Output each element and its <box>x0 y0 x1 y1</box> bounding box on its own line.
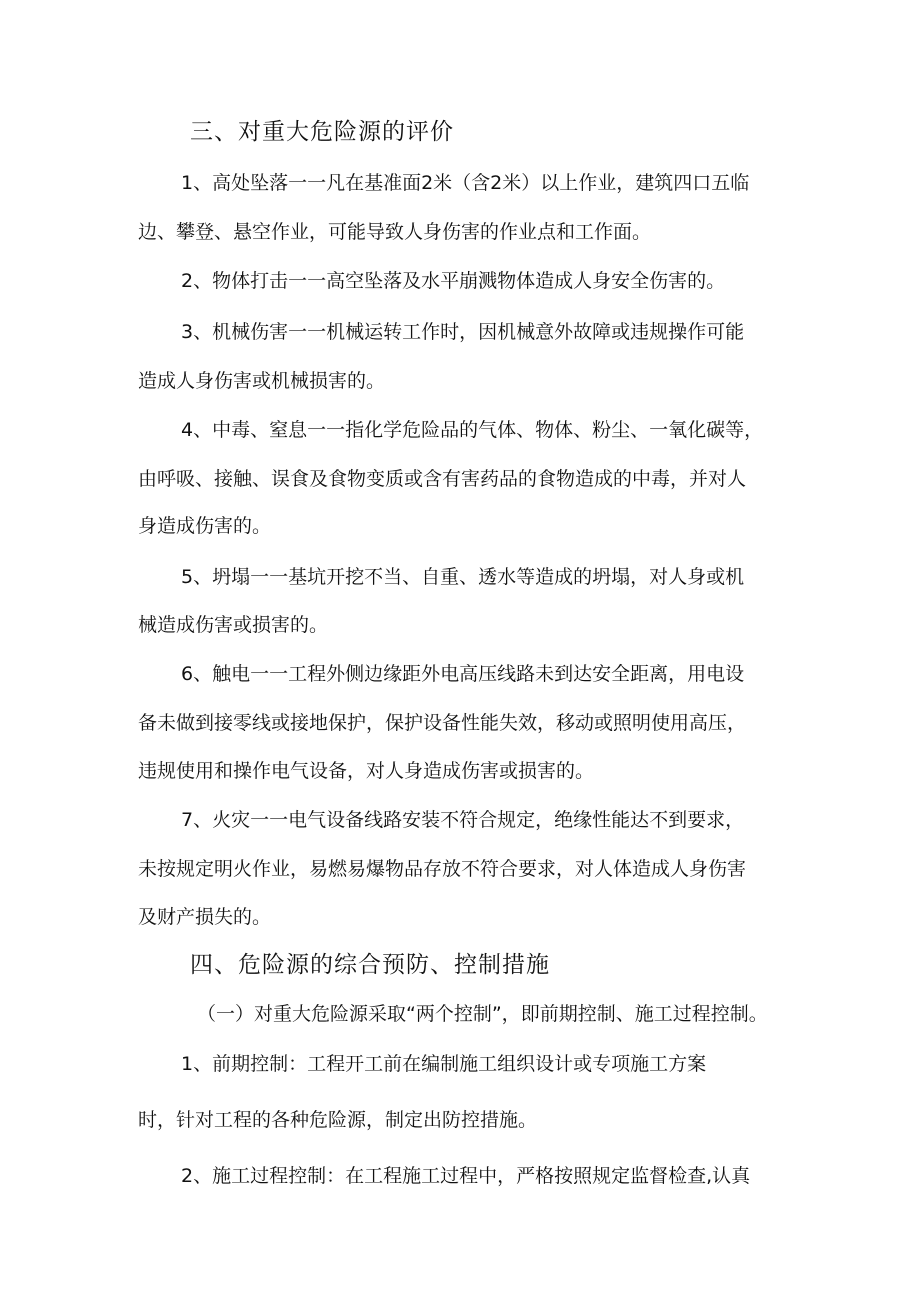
section-3-item-5-line-2: 械造成伤害或损害的。 <box>138 614 329 636</box>
section-3-item-6-line-3: 违规使用和操作电气设备，对人身造成伤害或损害的。 <box>138 760 595 782</box>
section-3-item-4-line-1: 4、中毒、窒息一一指化学危险品的气体、物体、粉尘、一氧化碳等， <box>181 419 764 441</box>
section-3-item-2-line-1: 2、物体打击一一高空坠落及水平崩溅物体造成人身安全伤害的。 <box>181 270 726 292</box>
section-3-item-3-line-2: 造成人身伤害或机械损害的。 <box>138 370 386 392</box>
section-4-subtitle: （一）对重大危险源采取“两个控制”，即前期控制、施工过程控制。 <box>197 1003 768 1025</box>
section-3-item-3-line-1: 3、机械伤害一一机械运转工作时，因机械意外故障或违规操作可能 <box>181 321 745 343</box>
section-3-item-7-line-2: 未按规定明火作业，易燃易爆物品存放不符合要求，对人体造成人身伤害 <box>138 858 747 880</box>
section-4-item-1-line-1: 1、前期控制：工程开工前在编制施工组织设计或专项施工方案 <box>181 1053 707 1075</box>
section-3-item-7-line-1: 7、火灾一一电气设备线路安装不符合规定，绝缘性能达不到要求， <box>181 809 745 831</box>
section-4-item-2-line-1: 2、施工过程控制：在工程施工过程中，严格按照规定监督检查,认真 <box>181 1165 751 1187</box>
section-3-item-7-line-3: 及财产损失的。 <box>138 906 272 928</box>
section-3-heading: 三、对重大危险源的评价 <box>190 119 454 145</box>
section-3-item-4-line-2: 由呼吸、接触、误食及食物变质或含有害药品的食物造成的中毒，并对人 <box>138 468 747 490</box>
section-3-item-6-line-1: 6、触电一一工程外侧边缘距外电高压线路未到达安全距离，用电设 <box>181 663 745 685</box>
section-3-item-1-line-1: 1、高处坠落一一凡在基准面2米（含2米）以上作业，建筑四口五临 <box>181 172 750 194</box>
section-3-item-1-line-2: 边、攀登、悬空作业，可能导致人身伤害的作业点和工作面。 <box>138 221 652 243</box>
section-4-item-1-line-2: 时，针对工程的各种危险源，制定出防控措施。 <box>138 1109 538 1131</box>
section-3-item-5-line-1: 5、坍塌一一基坑开挖不当、自重、透水等造成的坍塌，对人身或机 <box>181 566 745 588</box>
section-3-item-4-line-3: 身造成伤害的。 <box>138 515 272 537</box>
section-4-heading: 四、危险源的综合预防、控制措施 <box>190 952 550 978</box>
section-3-item-6-line-2: 备未做到接零线或接地保护，保护设备性能失效，移动或照明使用高压， <box>138 712 747 734</box>
